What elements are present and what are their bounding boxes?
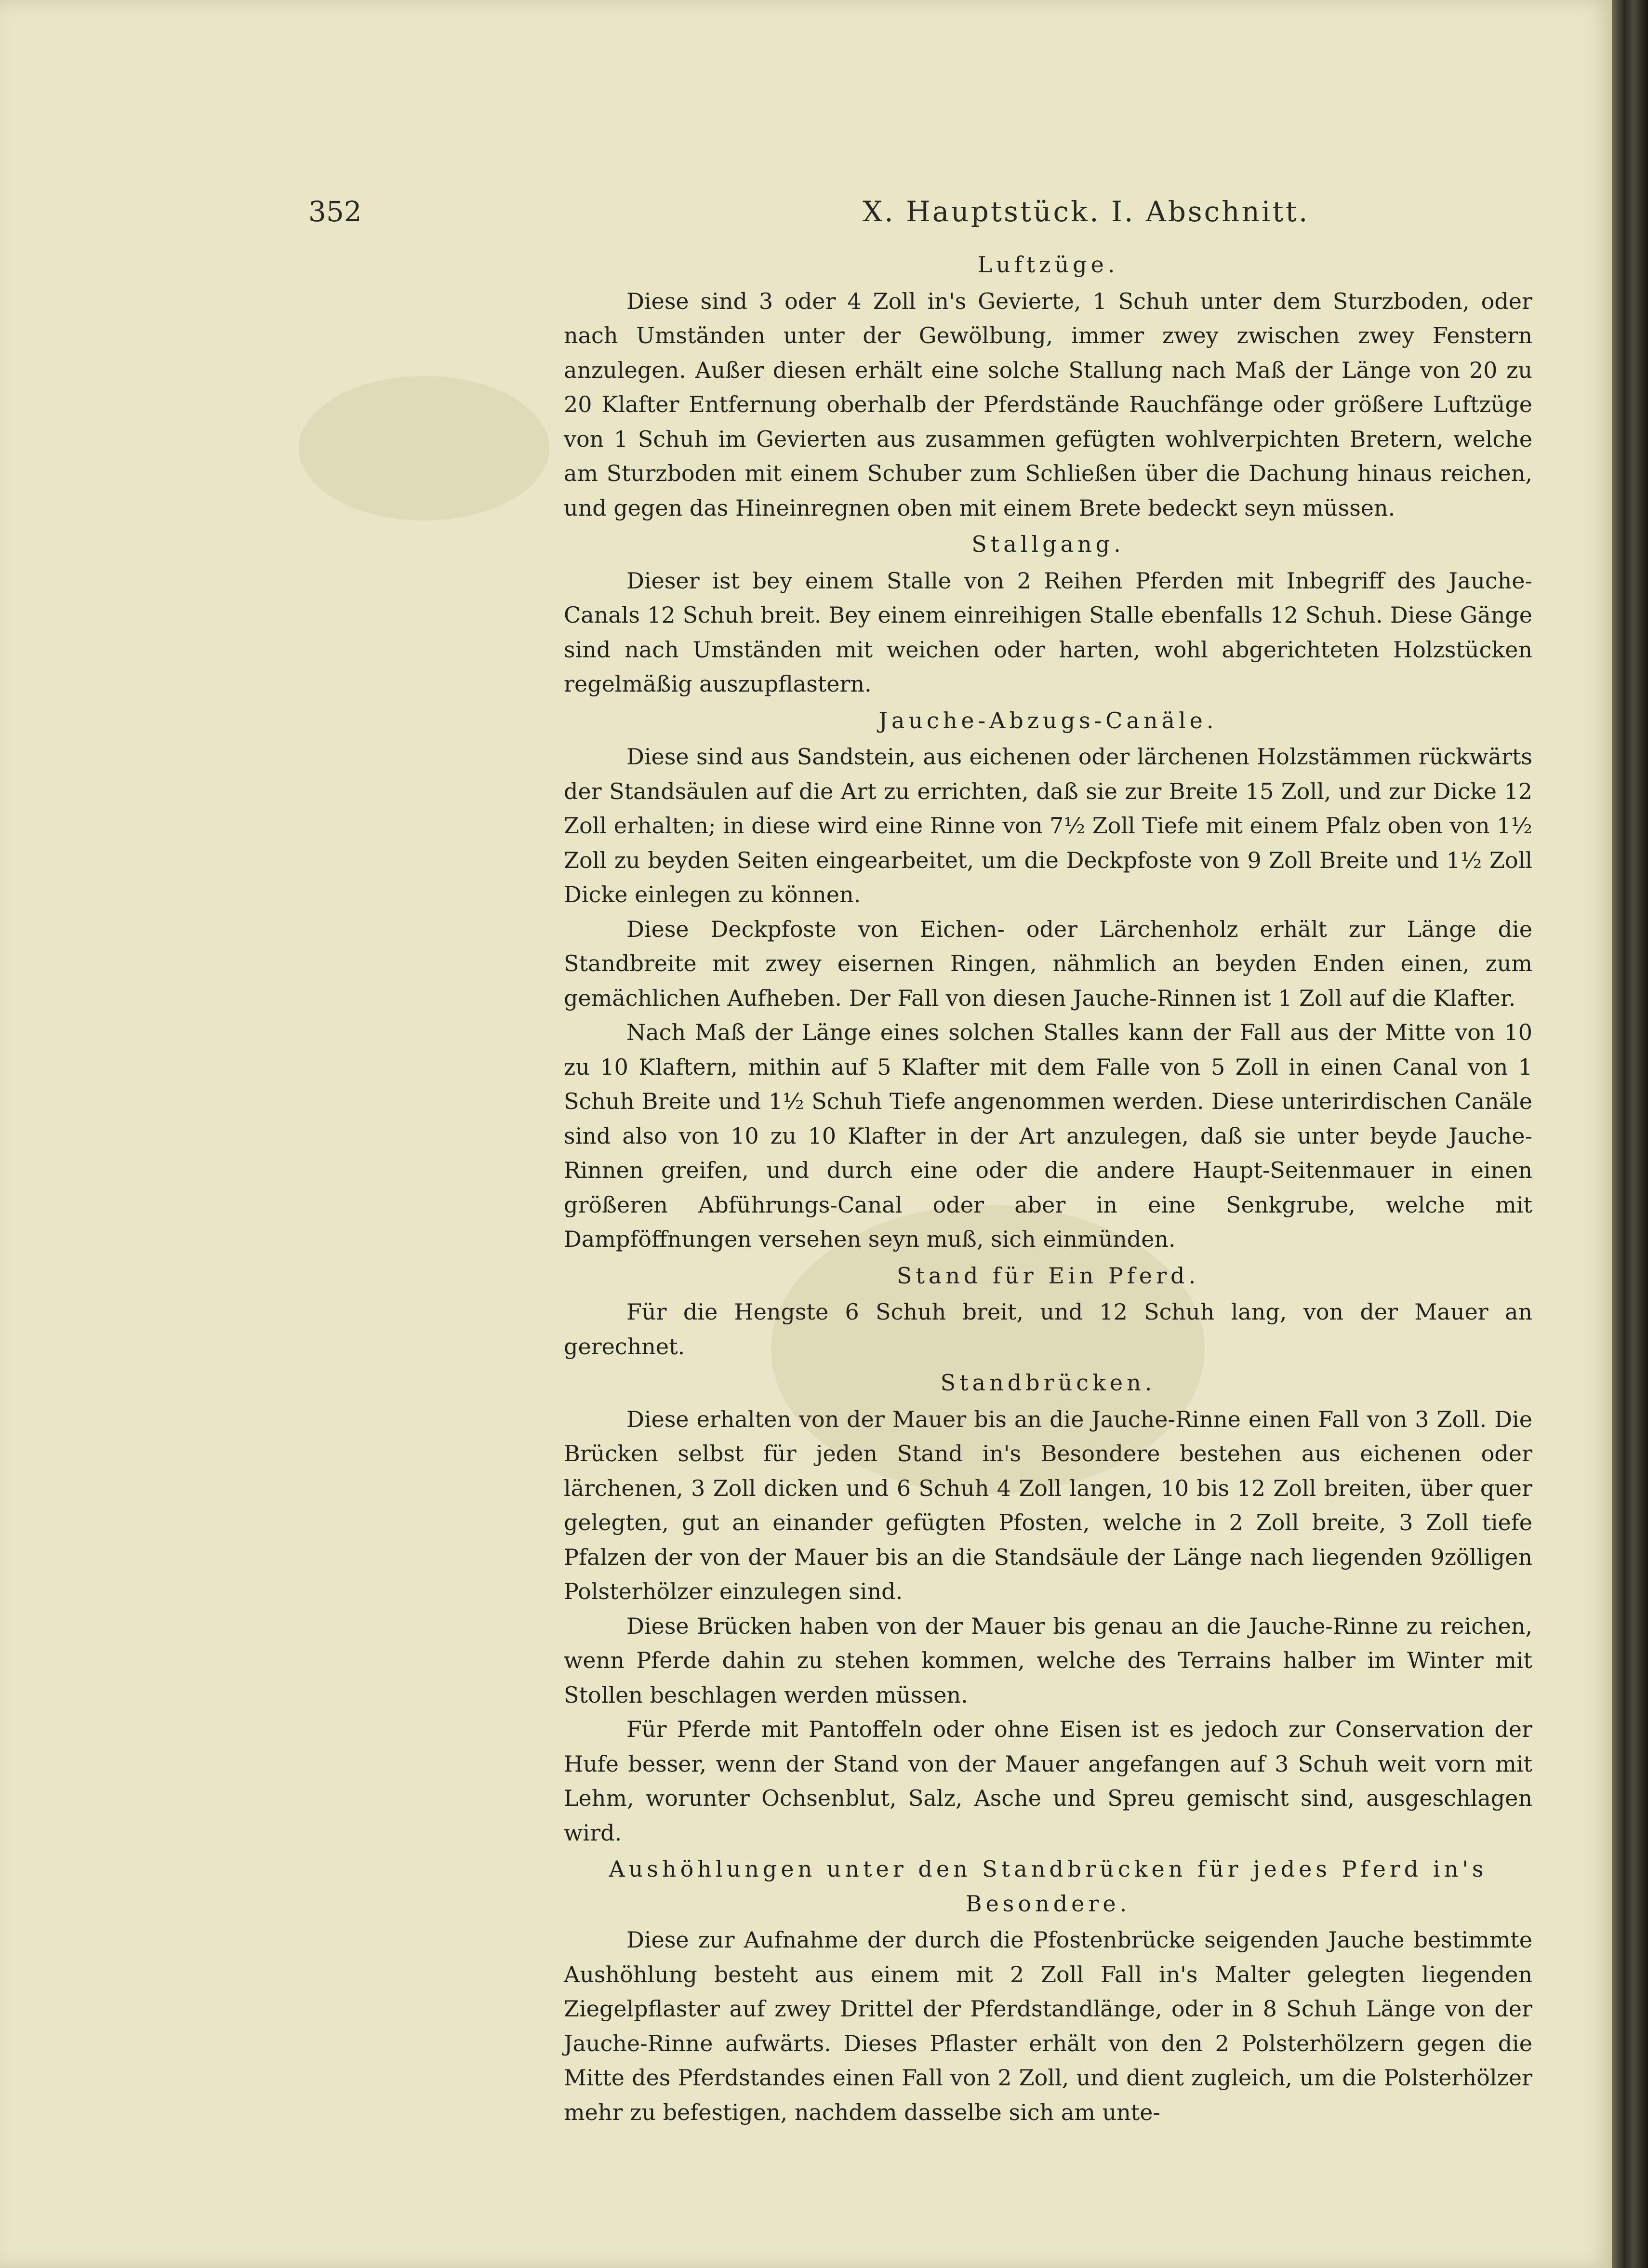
paragraph: Für Pferde mit Pantoffeln oder ohne Eisen ist es jedoch zur Conservation der Hufe besser, wenn der Stand von der Mauer angefangen auf 3 Schuh weit vorn mit Lehm, worunter Ochsenblut, Salz, Asche und Spreu gemischt sind, ausgeschlagen wird. bbox=[564, 1716, 1532, 1846]
section-heading: Luftzüge. bbox=[977, 252, 1119, 278]
section-heading: Aushöhlungen unter den Standbrücken für jedes Pferd in's Besondere. bbox=[609, 1856, 1488, 1917]
section-heading: Stand für Ein Pferd. bbox=[896, 1262, 1200, 1289]
running-head bbox=[308, 195, 1542, 239]
section-heading: Jauche-Abzugs-Canäle. bbox=[878, 707, 1218, 734]
paragraph: Diese Deckpfoste von Eichen- oder Lärchenholz erhält zur Länge die Standbreite mit zwey eisernen Ringen, nähmlich an beyden Enden einen, zum gemächlichen Aufheben. Der Fall von diesen Jauche-Rinnen ist 1 Zoll auf die Klafter. bbox=[564, 916, 1532, 1011]
paragraph: Diese sind 3 oder 4 Zoll in's Gevierte, 1 Schuh unter dem Sturzboden, oder nach Umständen unter der Gewölbung, immer zwey zwischen zwey Fenstern anzulegen. Außer diesen erhält eine solche Stallung nach Maß der Länge von 20 zu 20 Klafter Entfernung oberhalb der Pferdstände Rauchfänge oder größere Luftzüge von 1 Schuh im Gevierten aus zusammen gefügten wohlverpichten Bretern, welche am Sturzboden mit einem Schuber zum Schließen über die Dachung hinaus reichen, und gegen das Hineinregnen oben mit einem Brete bedeckt seyn müssen. bbox=[564, 288, 1532, 521]
paragraph: Diese sind aus Sandstein, aus eichenen oder lärchenen Holzstämmen rückwärts der Standsäulen auf die Art zu errichten, daß sie zur Breite 15 Zoll, und zur Dicke 12 Zoll erhalten; in diese wird eine Rinne von 7½ Zoll Tiefe mit einem Pfalz oben von 1½ Zoll zu beyden Seiten eingearbeitet, um die Deckpfoste von 9 Zoll Breite und 1½ Zoll Dicke einlegen zu können. bbox=[564, 744, 1532, 907]
page-number: 352 bbox=[308, 195, 362, 228]
paragraph: Diese Brücken haben von der Mauer bis genau an die Jauche-Rinne zu reichen, wenn Pferde dahin zu stehen kommen, welche des Terrains halber im Winter mit Stollen beschlagen werden müssen. bbox=[564, 1613, 1532, 1708]
main-text bbox=[564, 246, 1532, 2130]
paragraph: Dieser ist bey einem Stalle von 2 Reihen Pferden mit Inbegriff des Jauche-Canals 12 Schuh breit. Bey einem einreihigen Stalle ebenfalls 12 Schuh. Diese Gänge sind nach Umständen mit weichen oder harten, wohl abgerichteten Holzstücken regelmäßig auszupflastern. bbox=[564, 567, 1532, 697]
paper-stain bbox=[299, 376, 549, 520]
paragraph: Für die Hengste 6 Schuh breit, und 12 Schuh lang, von der Mauer an gerechnet. bbox=[564, 1299, 1532, 1360]
section-heading: Stallgang. bbox=[971, 531, 1125, 557]
running-head-title: X. Hauptstück. I. Abschnitt. bbox=[863, 195, 1310, 228]
book-binding-edge bbox=[1612, 0, 1648, 2268]
section-heading: Standbrücken. bbox=[940, 1370, 1156, 1396]
paragraph: Diese zur Aufnahme der durch die Pfostenbrücke seigenden Jauche bestimmte Aushöhlung besteht aus einem mit 2 Zoll Fall in's Malter gelegten liegenden Ziegelpflaster auf zwey Drittel der Pferdstandlänge, oder in 8 Schuh Länge von der Jauche-Rinne aufwärts. Dieses Pflaster erhält von den 2 Polsterhölzern gegen die Mitte des Pferdstandes einen Fall von 2 Zoll, und dient zugleich, um die Polsterhölzer mehr zu befestigen, nachdem dasselbe sich am unte- bbox=[564, 1927, 1532, 2125]
paragraph: Nach Maß der Länge eines solchen Stalles kann der Fall aus der Mitte von 10 zu 10 Klaftern, mithin auf 5 Klafter mit dem Falle von 5 Zoll in einen Canal von 1 Schuh Breite und 1½ Schuh Tiefe angenommen werden. Diese unterirdischen Canäle sind also von 10 zu 10 Klafter in der Art anzulegen, daß sie unter beyde Jauche-Rinnen greifen, und durch eine oder die andere Haupt-Seitenmauer in einen größeren Abführungs-Canal oder aber in eine Senkgrube, welche mit Dampföffnungen versehen seyn muß, sich einmünden. bbox=[564, 1019, 1532, 1252]
paragraph: Diese erhalten von der Mauer bis an die Jauche-Rinne einen Fall von 3 Zoll. Die Brücken selbst für jeden Stand in's Besondere bestehen aus eichenen oder lärchenen, 3 Zoll dicken und 6 Schuh 4 Zoll langen, 10 bis 12 Zoll breiten, über quer gelegten, gut an einander gefügten Pfosten, welche in 2 Zoll breite, 3 Zoll tiefe Pfalzen der von der Mauer bis an die Standsäule der Länge nach liegenden 9zölligen Polsterhölzer einzulegen sind. bbox=[564, 1406, 1532, 1604]
